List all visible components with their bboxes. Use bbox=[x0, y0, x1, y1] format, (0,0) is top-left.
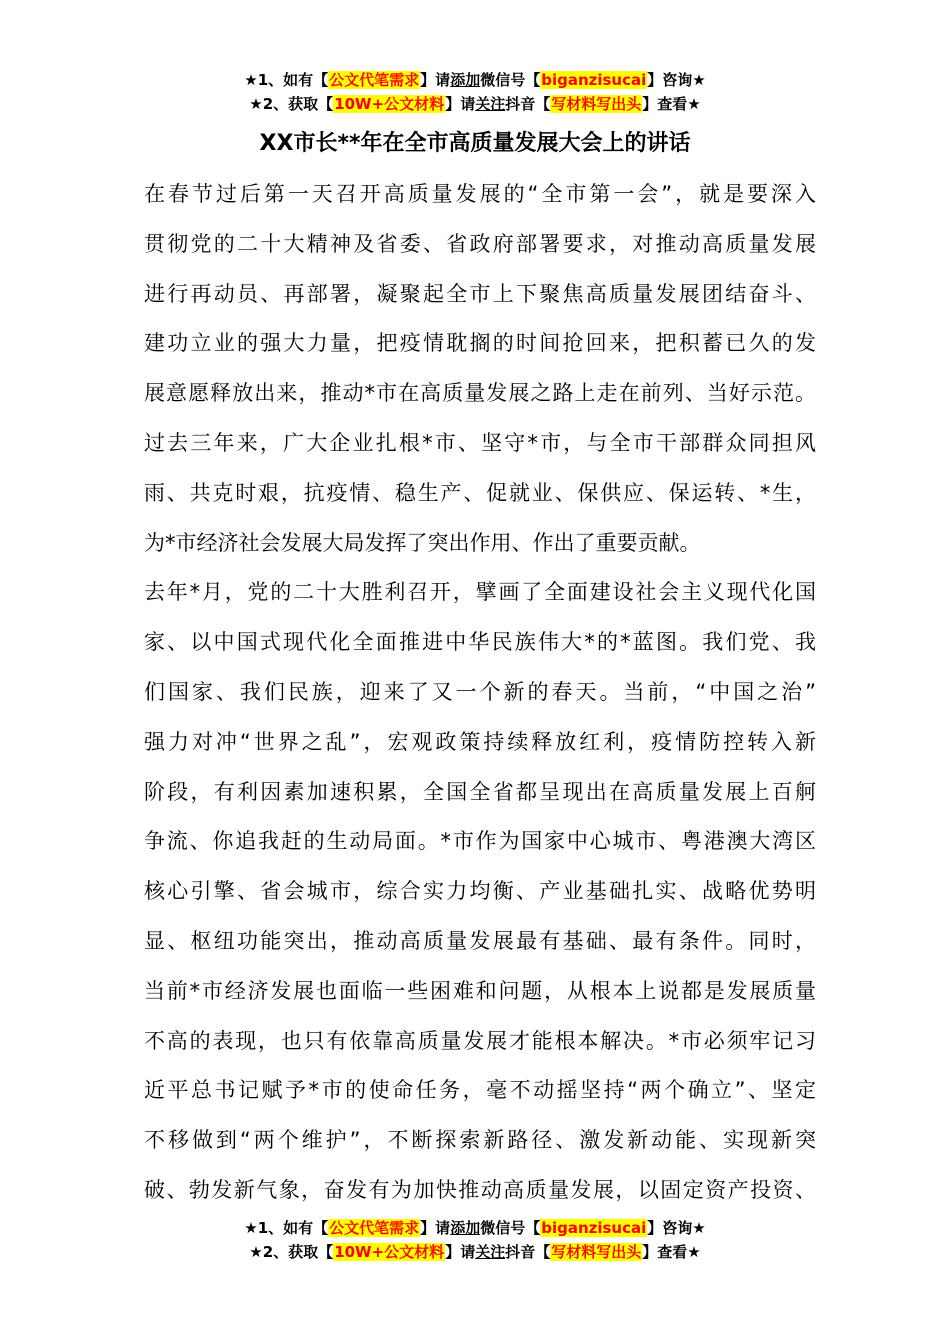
banner-line-1: ★1、如有【公文代笔需求】请添加微信号【biganzisucai】咨询★ bbox=[244, 1219, 706, 1237]
body-line: 为*市经济社会发展大局发挥了突出作用、作出了重要贡献。 bbox=[144, 530, 701, 555]
document-body bbox=[144, 170, 816, 1216]
banner-line-2: ★2、获取【10W+公文材料】请关注抖音【写材料写出头】查看★ bbox=[249, 1243, 701, 1261]
body-line: 建功立业的强大力量，把疫情耽搁的时间抢回来，把积蓄已久的发 bbox=[144, 331, 816, 356]
body-line: 过去三年来，广大企业扎根*市、坚守*市，与全市干部群众同担风 bbox=[144, 430, 816, 455]
document-title: XX市长**年在全市高质量发展大会上的讲话 bbox=[259, 131, 691, 156]
underlined-follow: 关注 bbox=[475, 1243, 506, 1261]
highlight-service: 公文代笔需求 bbox=[329, 1219, 420, 1237]
body-line: 显、枢纽功能突出，推动高质量发展最有基础、最有条件。同时， bbox=[144, 928, 816, 953]
underlined-follow: 关注 bbox=[475, 95, 506, 113]
body-line: 近平总书记赋予*市的使命任务，毫不动摇坚持“两个确立”、坚定 bbox=[144, 1078, 816, 1103]
highlight-materials: 10W+公文材料 bbox=[334, 95, 445, 113]
body-line: 雨、共克时艰，抗疫情、稳生产、促就业、保供应、保运转、*生， bbox=[144, 480, 816, 505]
banner-line-2: ★2、获取【10W+公文材料】请关注抖音【写材料写出头】查看★ bbox=[249, 95, 701, 113]
body-line: 当前*市经济发展也面临一些困难和问题，从根本上说都是发展质量 bbox=[144, 978, 816, 1003]
body-line: 们国家、我们民族，迎来了又一个新的春天。当前，“中国之治” bbox=[144, 679, 816, 704]
body-line: 展意愿释放出来，推动*市在高质量发展之路上走在前列、当好示范。 bbox=[144, 381, 816, 406]
body-line: 核心引擎、省会城市，综合实力均衡、产业基础扎实、战略优势明 bbox=[144, 879, 816, 904]
body-line: 强力对冲“世界之乱”，宏观政策持续释放红利，疫情防控转入新 bbox=[144, 729, 816, 754]
highlight-douyin-id: 写材料写出头 bbox=[551, 95, 642, 113]
body-line: 不高的表现，也只有依靠高质量发展才能根本解决。*市必须牢记习 bbox=[144, 1028, 816, 1053]
banner-line-1: ★1、如有【公文代笔需求】请添加微信号【biganzisucai】咨询★ bbox=[244, 71, 706, 89]
body-line: 贯彻党的二十大精神及省委、省政府部署要求，对推动高质量发展 bbox=[144, 231, 816, 256]
footer-banner bbox=[0, 1216, 950, 1264]
body-line: 阶段，有利因素加速积累，全国全省都呈现出在高质量发展上百舸 bbox=[144, 779, 816, 804]
highlight-materials: 10W+公文材料 bbox=[334, 1243, 445, 1261]
body-line: 争流、你追我赶的生动局面。*市作为国家中心城市、粤港澳大湾区 bbox=[144, 829, 816, 854]
highlight-douyin-id: 写材料写出头 bbox=[551, 1243, 642, 1261]
body-line: 在春节过后第一天召开高质量发展的“全市第一会”，就是要深入 bbox=[144, 182, 816, 206]
body-line: 家、以中国式现代化全面推进中华民族伟大*的*蓝图。我们党、我 bbox=[144, 630, 816, 655]
underlined-add: 添加 bbox=[450, 71, 481, 89]
header-banner bbox=[0, 68, 950, 116]
body-line: 进行再动员、再部署，凝聚起全市上下聚焦高质量发展团结奋斗、 bbox=[144, 281, 816, 306]
body-line: 去年*月，党的二十大胜利召开，擘画了全面建设社会主义现代化国 bbox=[144, 580, 816, 605]
underlined-add: 添加 bbox=[450, 1219, 481, 1237]
body-line: 破、勃发新气象，奋发有为加快推动高质量发展，以固定资产投资、 bbox=[144, 1177, 816, 1202]
highlight-service: 公文代笔需求 bbox=[329, 71, 420, 89]
body-line: 不移做到“两个维护”，不断探索新路径、激发新动能、实现新突 bbox=[144, 1128, 816, 1153]
highlight-wechat-id: biganzisucai bbox=[541, 71, 647, 89]
highlight-wechat-id: biganzisucai bbox=[541, 1219, 647, 1237]
